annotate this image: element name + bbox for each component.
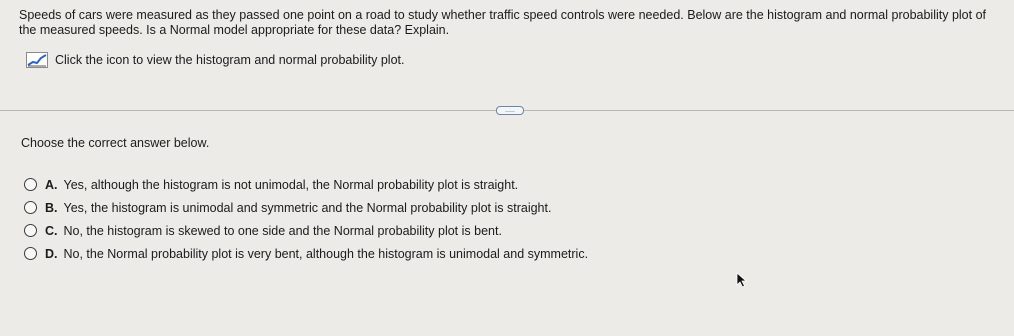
choice-d[interactable] [24,242,588,265]
view-plot-text[interactable]: Click the icon to view the histogram and normal probability plot. [55,53,405,67]
choice-letter-c: C. [45,223,58,238]
expand-more-button[interactable]: ..... [496,106,524,115]
choice-letter-a: A. [45,177,58,192]
answer-prompt: Choose the correct answer below. [21,136,210,150]
radio-button-c[interactable] [24,224,37,237]
choice-c[interactable] [24,219,588,242]
radio-button-d[interactable] [24,247,37,260]
choice-a[interactable] [24,173,588,196]
view-plot-row[interactable] [26,52,404,68]
choice-text-c[interactable]: No, the histogram is skewed to one side and the Normal probability plot is bent. [63,223,502,238]
choice-text-d[interactable]: No, the Normal probability plot is very bent, although the histogram is unimodal and symmetric. [63,246,589,261]
choice-text-b[interactable]: Yes, the histogram is unimodal and symmetric and the Normal probability plot is straight. [63,200,552,215]
mouse-cursor-icon [736,272,748,288]
radio-button-b[interactable] [24,201,37,214]
chart-icon[interactable] [26,52,48,68]
choice-b[interactable] [24,196,588,219]
choice-text-a[interactable]: Yes, although the histogram is not unimodal, the Normal probability plot is straight. [63,177,519,192]
choice-letter-d: D. [45,246,58,261]
question-text: Speeds of cars were measured as they passed one point on a road to study whether traffic speed controls were needed. Below are the histogram and normal probability plot of the measured speeds. Is a Normal model appropriate for these data? Explain. [19,8,986,37]
choice-letter-b: B. [45,200,58,215]
answer-choices [24,173,588,265]
radio-button-a[interactable] [24,178,37,191]
